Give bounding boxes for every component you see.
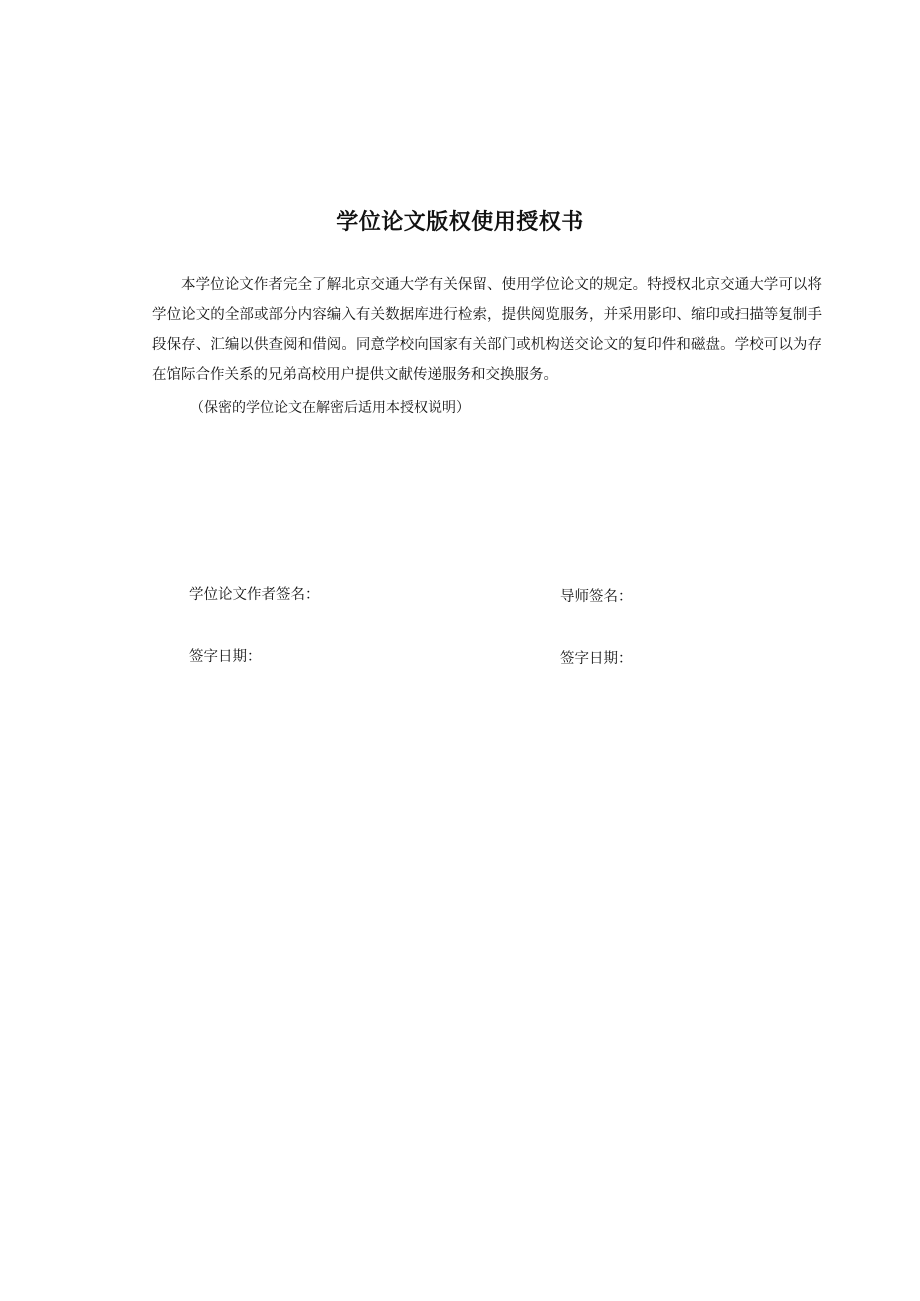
authorization-body: 本学位论文作者完全了解北京交通大学有关保留、使用学位论文的规定。特授权北京交通大学可以将学位论文的全部或部分内容编入有关数据库进行检索，提供阅览服务，并采用影印、缩印或扫描等复制手段保存、汇编以供查阅和借阅。同意学校向国家有关部门或机构送交论文的复印件和磁盘。学校可以为存在馆际合作关系的兄弟高校用户提供文献传递服务和交换服务。 bbox=[152, 277, 822, 383]
author-signature-label: 学位论文作者签名： bbox=[189, 587, 320, 603]
advisor-date-label: 签字日期： bbox=[560, 651, 633, 667]
document-title: 学位论文版权使用授权书 bbox=[336, 210, 584, 235]
advisor-signature-label: 导师签名： bbox=[560, 589, 633, 605]
confidential-note: （保密的学位论文在解密后适用本授权说明） bbox=[190, 400, 470, 416]
author-date-label: 签字日期： bbox=[189, 649, 262, 665]
